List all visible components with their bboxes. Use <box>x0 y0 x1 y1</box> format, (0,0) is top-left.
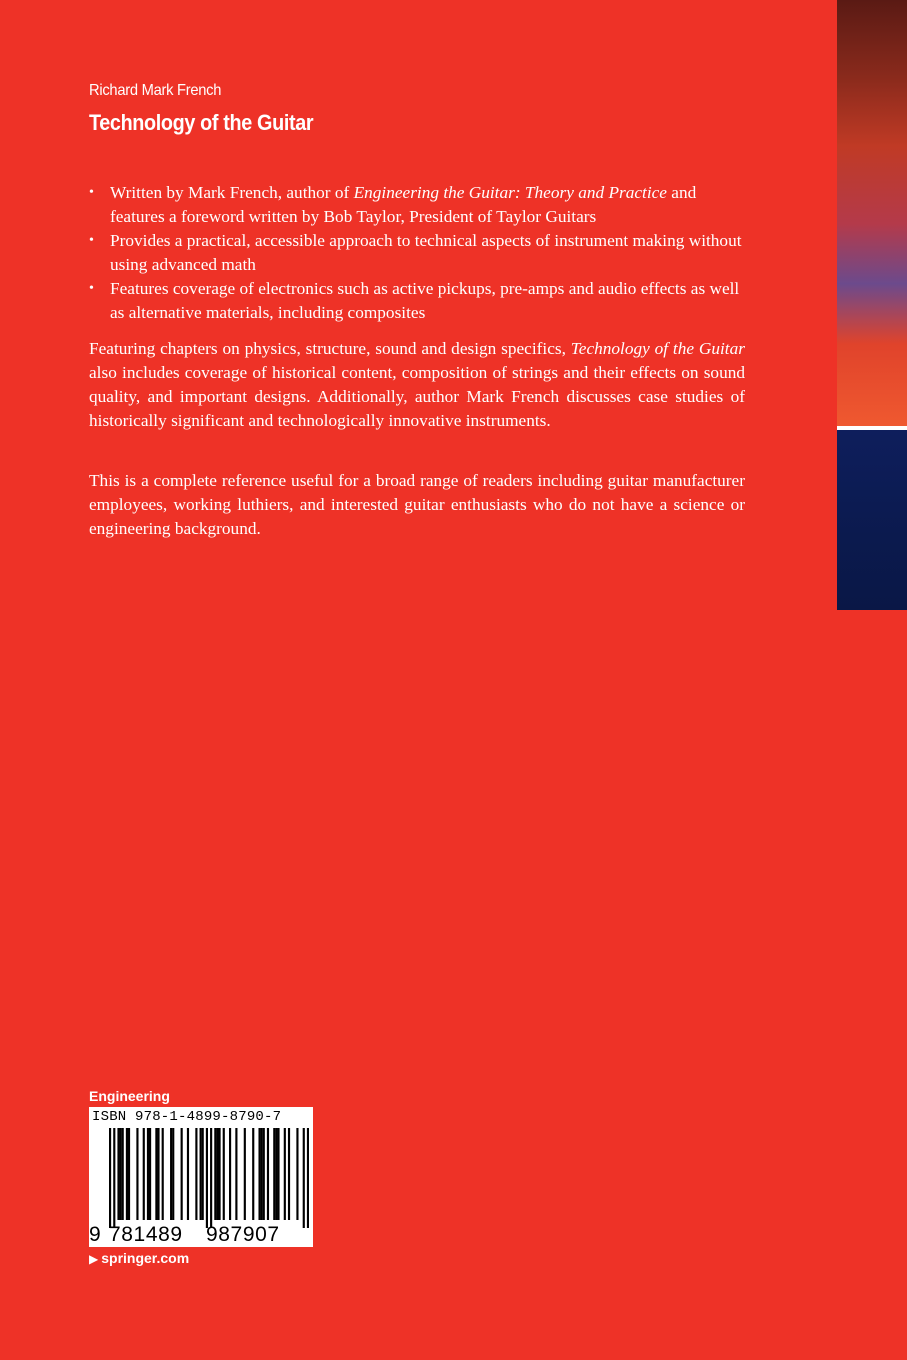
play-arrow-icon: ▶ <box>89 1252 99 1266</box>
barcode-bar <box>275 1128 277 1220</box>
barcode-bar <box>267 1128 269 1220</box>
cover-image-band <box>837 0 907 430</box>
barcode-bar <box>117 1128 119 1220</box>
barcode-bar <box>136 1128 138 1220</box>
ean-group-left: 781489 <box>109 1223 183 1246</box>
book-title: Technology of the Guitar <box>89 110 314 135</box>
barcode-bar <box>210 1128 212 1228</box>
author-name: Richard Mark French <box>89 82 222 99</box>
bullet-icon: • <box>89 233 94 248</box>
barcode-bar <box>149 1128 151 1220</box>
feature-text-italic: Engineering the Guitar: Theory and Practice <box>353 183 667 202</box>
barcode-bar <box>120 1128 122 1220</box>
bullet-icon: • <box>89 281 94 296</box>
barcode-bar <box>187 1128 189 1220</box>
feature-item <box>89 181 749 229</box>
feature-item <box>89 229 749 277</box>
barcode-bar <box>277 1128 279 1220</box>
front-cover-edge <box>837 0 907 1360</box>
description-text: Featuring chapters on physics, structure, sound and design specifics, <box>89 339 571 358</box>
barcode-bar <box>172 1128 174 1220</box>
feature-text: Provides a practical, accessible approach to technical aspects of instrument making without using advanced math <box>110 231 742 274</box>
subject-category: Engineering <box>89 1088 170 1104</box>
barcode-bar <box>252 1128 254 1220</box>
description-title-italic: Technology of the Guitar <box>570 339 745 358</box>
barcode-bar <box>195 1128 197 1220</box>
barcode-bar <box>202 1128 204 1220</box>
description-paragraph <box>89 337 745 433</box>
barcode-bar <box>288 1128 290 1220</box>
barcode-bar <box>263 1128 265 1220</box>
cover-blue-band <box>837 430 907 610</box>
barcode-bar <box>296 1128 298 1220</box>
barcode-bar <box>113 1128 115 1228</box>
audience-paragraph: This is a complete reference useful for a broad range of readers including guitar manufacturer employees, working luthiers, and interested guitar enthusiasts who do not have a science or engineering background. <box>89 471 745 538</box>
barcode-bar <box>170 1128 172 1220</box>
barcode-bar <box>147 1128 149 1220</box>
barcode-bar <box>126 1128 128 1220</box>
barcode <box>89 1107 313 1247</box>
barcode-bar <box>206 1128 208 1228</box>
description-text-tail: also includes coverage of historical content, composition of strings and their effects on sound quality, and important designs. Additionally, author Mark French discusses case studies of historically significant and technologically innovative instruments. <box>89 363 745 430</box>
barcode-bar <box>128 1128 130 1220</box>
feature-item <box>89 277 749 325</box>
barcode-bar <box>162 1128 164 1220</box>
barcode-bars-icon <box>95 1128 309 1228</box>
feature-list <box>89 181 749 325</box>
barcode-bar <box>155 1128 157 1220</box>
barcode-bar <box>284 1128 286 1220</box>
feature-text-tail: and features a foreword written by Bob Taylor, President of Taylor Guitars <box>110 183 697 226</box>
bullet-icon: • <box>89 185 94 200</box>
feature-text: Features coverage of electronics such as active pickups, pre-amps and audio effects as well as alternative materials, including composites <box>110 279 740 322</box>
barcode-bar <box>223 1128 225 1220</box>
feature-text: Written by Mark French, author of <box>110 183 354 202</box>
barcode-bar <box>218 1128 220 1220</box>
barcode-bar <box>258 1128 260 1220</box>
barcode-bar <box>229 1128 231 1220</box>
barcode-bar <box>216 1128 218 1220</box>
barcode-bar <box>244 1128 246 1220</box>
barcode-bar <box>235 1128 237 1220</box>
barcode-bar <box>109 1128 111 1228</box>
barcode-bar <box>273 1128 275 1220</box>
barcode-bar <box>200 1128 202 1220</box>
barcode-bar <box>303 1128 305 1228</box>
barcode-bar <box>181 1128 183 1220</box>
barcode-bar <box>261 1128 263 1220</box>
barcode-bar <box>307 1128 309 1228</box>
barcode-bar <box>157 1128 159 1220</box>
publisher-url: springer.com <box>101 1250 190 1266</box>
isbn-text: ISBN 978-1-4899-8790-7 <box>92 1109 282 1125</box>
publisher-link[interactable] <box>89 1250 189 1266</box>
barcode-bar <box>214 1128 216 1220</box>
barcode-bar <box>122 1128 124 1220</box>
ean-group-right: 987907 <box>206 1223 280 1246</box>
barcode-bar <box>143 1128 145 1220</box>
ean-first-digit: 9 <box>89 1223 102 1246</box>
